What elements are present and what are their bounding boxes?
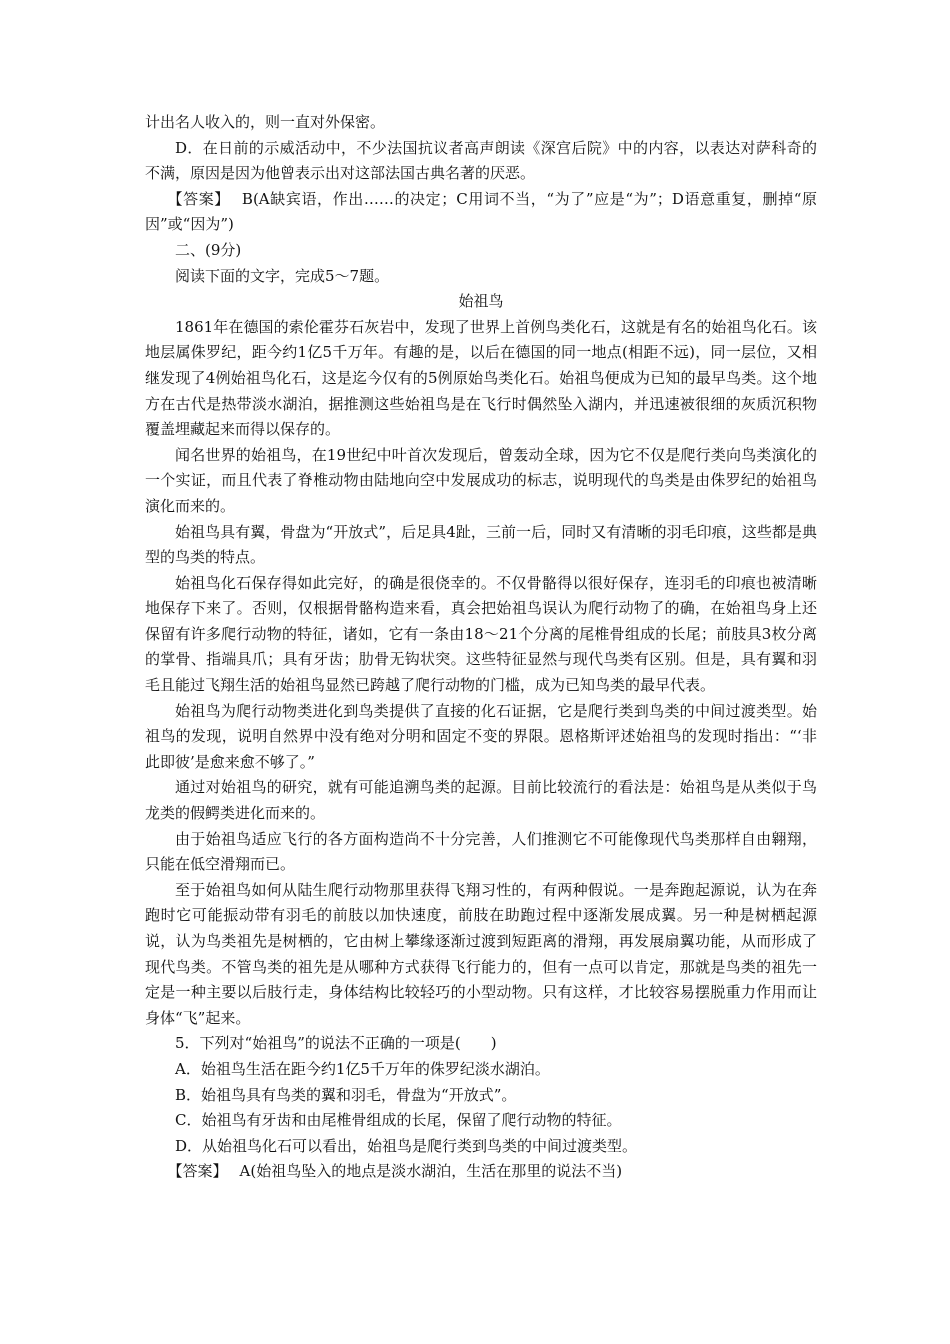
answer-tag: 【答案】	[167, 1162, 228, 1181]
article-paragraph: 始祖鸟具有翼，骨盘为“开放式”，后足具4趾，三前一后，同时又有清晰的羽毛印痕，这些都是典型的鸟类的特点。	[145, 522, 817, 567]
question-option-a: A．始祖鸟生活在距今约1亿5千万年的侏罗纪淡水湖泊。	[175, 1059, 550, 1078]
article-paragraph: 始祖鸟化石保存得如此完好，的确是很侥幸的。不仅骨骼得以很好保存，连羽毛的印痕也被清晰地保存下来了。否则，仅根据骨骼构造来看，真会把始祖鸟误认为爬行动物了的确，在始祖鸟身上还保留有许多爬行动物的特征，诸如，它有一条由18～21个分离的尾椎骨组成的长尾；前肢具3枚分离的掌骨、指端具爪；具有牙齿；肋骨无钩状突。这些特征显然与现代鸟类有区别。但是，具有翼和羽毛且能过飞翔生活的始祖鸟显然已跨越了爬行动物的门槛，成为已知鸟类的最早代表。	[145, 573, 817, 695]
answer-text: A(始祖鸟坠入的地点是淡水湖泊，生活在那里的说法不当)	[239, 1162, 623, 1181]
answer-q5	[145, 1159, 817, 1185]
question-option-d: D．从始祖鸟化石可以看出，始祖鸟是爬行类到鸟类的中间过渡类型。	[175, 1136, 638, 1155]
answer-prev	[145, 187, 817, 238]
answer-text: B(A缺宾语，作出……的决定；C用词不当，“为了”应是“为”；D语意重复，删掉“原因”或“因为”)	[145, 189, 817, 234]
continuation-line: 计出名人收入的，则一直对外保密。	[145, 113, 386, 131]
section-heading: 二、(9分)	[175, 240, 242, 259]
document-page	[145, 110, 817, 1185]
section-instruction: 阅读下面的文字，完成5～7题。	[175, 266, 390, 285]
article-paragraph: 1861年在德国的索伦霍芬石灰岩中，发现了世界上首例鸟类化石，这就是有名的始祖鸟化石。该地层属侏罗纪，距今约1亿5千万年。有趣的是，以后在德国的同一地点(相距不远)，同一层位，又相继发现了4例始祖鸟化石，这是迄今仅有的5例原始鸟类化石。始祖鸟便成为已知的最早鸟类。这个地方在古代是热带淡水湖泊，据推测这些始祖鸟是在飞行时偶然坠入湖内，并迅速被很细的灰质沉积物覆盖埋藏起来而得以保存的。	[145, 317, 817, 439]
article-paragraph: 由于始祖鸟适应飞行的各方面构造尚不十分完善，人们推测它不可能像现代鸟类那样自由翱翔，只能在低空滑翔而已。	[145, 829, 817, 874]
question-option-c: C．始祖鸟有牙齿和由尾椎骨组成的长尾，保留了爬行动物的特征。	[175, 1111, 622, 1130]
answer-tag: 【答案】	[167, 189, 230, 208]
article-paragraph: 通过对始祖鸟的研究，就有可能追溯鸟类的起源。目前比较流行的看法是：始祖鸟是从类似于鸟龙类的假鳄类进化而来的。	[145, 778, 817, 823]
article-title: 始祖鸟	[458, 292, 504, 311]
option-d-prev: D．在日前的示威活动中，不少法国抗议者高声朗读《深宫后院》中的内容，以表达对萨科奇的不满，原因是因为他曾表示出对这部法国古典名著的厌恶。	[145, 138, 817, 183]
question-stem: 5．下列对“始祖鸟”的说法不正确的一项是( )	[175, 1034, 497, 1053]
question-option-b: B．始祖鸟具有鸟类的翼和羽毛，骨盘为“开放式”。	[175, 1085, 517, 1104]
article-paragraph: 至于始祖鸟如何从陆生爬行动物那里获得飞翔习性的，有两种假说。一是奔跑起源说，认为在奔跑时它可能振动带有羽毛的前肢以加快速度，前肢在助跑过程中逐渐发展成翼。另一种是树栖起源说，认为鸟类祖先是树栖的，它由树上攀缘逐渐过渡到短距离的滑翔，再发展扇翼功能，从而形成了现代鸟类。不管鸟类的祖先是从哪种方式获得飞行能力的，但有一点可以肯定，那就是鸟类的祖先一定是一种主要以后肢行走，身体结构比较轻巧的小型动物。只有这样，才比较容易摆脱重力作用而让身体“飞”起来。	[145, 880, 817, 1027]
article-paragraph: 闻名世界的始祖鸟，在19世纪中叶首次发现后，曾轰动全球，因为它不仅是爬行类向鸟类演化的一个实证，而且代表了脊椎动物由陆地向空中发展成功的标志，说明现代的鸟类是由侏罗纪的始祖鸟演化而来的。	[145, 445, 817, 515]
article-paragraph: 始祖鸟为爬行动物类进化到鸟类提供了直接的化石证据，它是爬行类到鸟类的中间过渡类型。始祖鸟的发现，说明自然界中没有绝对分明和固定不变的界限。恩格斯评述始祖鸟的发现时指出：“‘非此即彼’是愈来愈不够了。”	[145, 701, 817, 771]
